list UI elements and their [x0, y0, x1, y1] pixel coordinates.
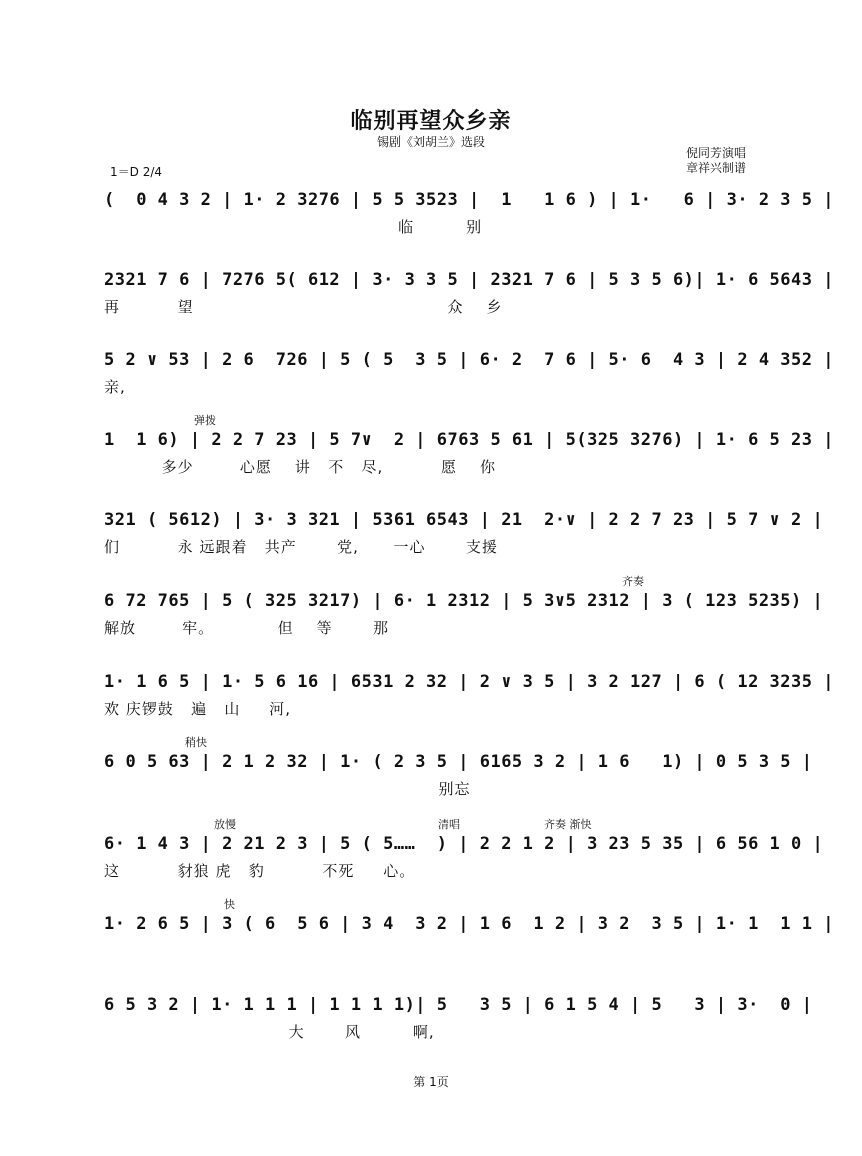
notation-line: 5 2 ∨ 53 | 2 6 726 | 5 ( 5 3 5 | 6· 2 7 6 | 5· 6 4 3 | 2 4 352 | [104, 350, 834, 370]
notation-line: 321 ( 5612) | 3· 3 321 | 5361 6543 | 21 2·∨ | 2 2 7 23 | 5 7 ∨ 2 | [104, 510, 824, 530]
score-row [0, 736, 862, 832]
key-signature: 1＝D 2/4 [110, 165, 163, 179]
tempo-mark: 弹拨 [194, 414, 216, 427]
notation-line: 1· 1 6 5 | 1· 5 6 16 | 6531 2 32 | 2 ∨ 3 5 | 3 2 127 | 6 ( 12 3235 | [104, 672, 834, 692]
lyrics-line: 再 望 众 乡 [104, 298, 503, 316]
tempo-mark: 齐奏 [622, 575, 644, 588]
arranger-credit: 章祥兴制谱 [686, 161, 747, 175]
notation-line: ( 0 4 3 2 | 1· 2 3276 | 5 5 3523 | 1 1 6 ) | 1· 6 | 3· 2 3 5 | [104, 190, 834, 210]
song-title: 临别再望众乡亲 [350, 109, 512, 134]
lyrics-line: 多少 心愿 讲 不 尽, 愿 你 [104, 458, 497, 476]
lyrics-line: 欢 庆锣鼓 遍 山 河, [104, 700, 291, 718]
score-row [0, 350, 862, 430]
score-row [0, 995, 862, 1075]
score-row [0, 414, 862, 510]
credits [686, 146, 746, 176]
tempo-mark: 清唱 [438, 818, 460, 831]
tempo-mark: 稍快 [185, 736, 207, 749]
notation-line: 2321 7 6 | 7276 5( 612 | 3· 3 3 5 | 2321 7 6 | 5 3 5 6)| 1· 6 5643 | [104, 270, 834, 290]
page-number: 第 1页 [413, 1075, 449, 1089]
score-row [0, 898, 862, 994]
score-row [0, 672, 862, 752]
notation-line: 6· 1 4 3 | 2 21 2 3 | 5 ( 5…… ) | 2 2 1 2 | 3 23 5 35 | 6 56 1 0 | [104, 834, 824, 854]
notation-line: 6 5 3 2 | 1· 1 1 1 | 1 1 1 1)| 5 3 5 | 6 1 5 4 | 5 3 | 3· 0 | [104, 995, 813, 1015]
tempo-mark: 齐奏 渐快 [544, 818, 592, 831]
lyrics-line: 别忘 [104, 780, 471, 798]
lyrics-line: 临 别 [104, 218, 483, 236]
notation-line: 1· 2 6 5 | 3 ( 6 5 6 | 3 4 3 2 | 1 6 1 2 | 3 2 3 5 | 1· 1 1 1 | [104, 914, 834, 934]
lyrics-line: 这 豺狼 虎 豹 不死 心。 [104, 862, 416, 880]
tempo-mark: 快 [224, 898, 235, 911]
singer-credit: 倪同芳演唱 [686, 146, 747, 160]
notation-line: 6 72 765 | 5 ( 325 3217) | 6· 1 2312 | 5 3∨5 2312 | 3 ( 123 5235) | [104, 591, 824, 611]
lyrics-line: 大 风 啊, [104, 1023, 435, 1041]
score-row [0, 270, 862, 350]
score-row [0, 510, 862, 590]
notation-line: 1 1 6) | 2 2 7 23 | 5 7∨ 2 | 6763 5 61 | 5(325 3276) | 1· 6 5 23 | [104, 430, 834, 450]
lyrics-line: 们 永 远跟着 共产 党, 一心 支援 [104, 538, 498, 556]
song-subtitle: 锡剧《刘胡兰》选段 [376, 135, 485, 149]
tempo-mark: 放慢 [214, 818, 236, 831]
score-row [0, 575, 862, 671]
notation-line: 6 0 5 63 | 2 1 2 32 | 1· ( 2 3 5 | 6165 3 2 | 1 6 1) | 0 5 3 5 | [104, 752, 813, 772]
score-row [0, 818, 862, 914]
lyrics-line: 解放 牢。 但 等 那 [104, 619, 390, 637]
score-row [0, 190, 862, 270]
lyrics-line: 亲, [104, 378, 126, 396]
